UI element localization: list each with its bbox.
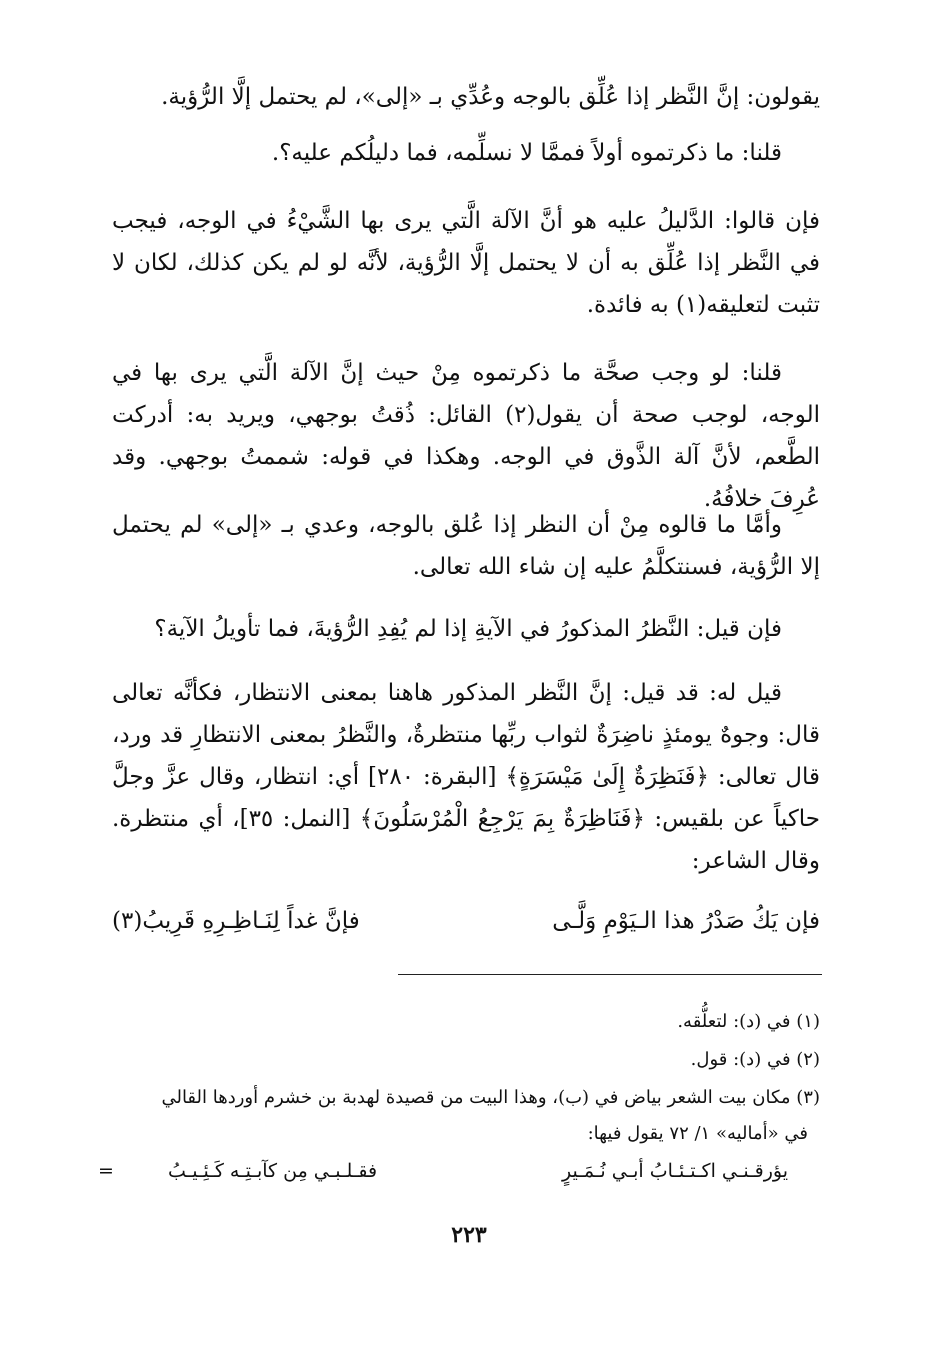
poetry-verse <box>112 908 820 950</box>
verse-first-hemistich: فإن يَكُ صَدْرُ هذا الـيَوْمِ وَلَّـى <box>552 908 820 934</box>
footnote-3: (٣) مكان بيت الشعر بياض في (ب)، وهذا البيت من قصيدة لهدبة بن خشرم أوردها القالي <box>161 1087 820 1108</box>
footnote-verse <box>98 1160 788 1192</box>
paragraph-5: وأمَّا ما قالوه مِنْ أن النظر إذا عُلق بالوجه، وعدي بـ «إلى» لم يحتمل إلا الرُّؤية، فسنتكلَّمُ عليه إن شاء الله تعالى. <box>112 512 820 580</box>
paragraph-3: فإن قالوا: الدَّليلُ عليه هو أنَّ الآلة الَّتي يرى بها الشَّيْءُ في الوجه، فيجب في النَّظر إذا عُلِّق به أن لا يحتمل إلَّا الرُّؤية، لأنَّه لو لم يكن كذلك، لكان لا تثبت لتعليقه(١) به فائدة. <box>112 208 820 318</box>
continuation-mark: = <box>98 1160 114 1182</box>
footnote-3-continued: في «أماليه» ١/ ٧٢ يقول فيها: <box>587 1123 808 1144</box>
paragraph-2: قلنا: ما ذكرتموه أولاً فممَّا لا نسلِّمه، فما دليلُكم عليه؟. <box>271 140 782 166</box>
paragraph-4: قلنا: لو وجب صحَّة ما ذكرتموه مِنْ حيث إنَّ الآلة الَّتي يرى بها في الوجه، لوجب صحة أن يقول(٢) القائل: ذُقتُ بوجهي، ويريد به: أدركت الطَّعم، لأنَّ آلة الذَّوق في الوجه. وهكذا في قوله: شممتُ بوجهي. وقد عُرِفَ خلافُهُ. <box>112 360 820 512</box>
footnote-verse-first-hemistich: يؤرقـنـي اكـتـئـابُ أبـي نُـمَـيرٍ <box>562 1160 788 1182</box>
paragraph-6: فإن قيل: النَّظرُ المذكورُ في الآيةِ إذا لم يُفِدِ الرُّؤيةَ، فما تأويلُ الآية؟ <box>154 616 782 642</box>
paragraph-1: يقولون: إنَّ النَّظر إذا عُلِّق بالوجه وعُدِّي بـ «إلى»، لم يحتمل إلَّا الرُّؤية. <box>161 84 820 110</box>
footnote-2: (٢) في (د): قول. <box>690 1049 820 1070</box>
page-number: ٢٢٣ <box>451 1222 487 1248</box>
paragraph-7: قيل له: قد قيل: إنَّ النَّظر المذكور هاهنا بمعنى الانتظار، فكأنَّه تعالى قال: وجوهٌ يومئذٍ ناضِرَةٌ لثواب ربِّها منتظرةٌ، والنَّظرُ بمعنى الانتظارِ قد ورد، قال تعالى: ﴿فَنَظِرَةٌ إِلَىٰ مَيْسَرَةٍ﴾ [البقرة: ٢٨٠] أي: انتظار، وقال عزَّ وجلَّ حاكياً عن بلقيس: ﴿فَنَاظِرَةٌ بِمَ يَرْجِعُ الْمُرْسَلُونَ﴾ [النمل: ٣٥]، أي منتظرة. وقال الشاعر: <box>112 680 821 874</box>
footnote-1: (١) في (د): لتعلُّقه. <box>677 1011 820 1032</box>
verse-second-hemistich: فإنَّ غداً لِنَـاظِـرِهِ قَرِيبُ(٣) <box>112 908 360 934</box>
footnote-verse-second-hemistich: فقـلـبـي مِن كآبـتِـه كَـئِـيـبُ <box>168 1160 378 1182</box>
footnote-separator <box>398 974 822 975</box>
